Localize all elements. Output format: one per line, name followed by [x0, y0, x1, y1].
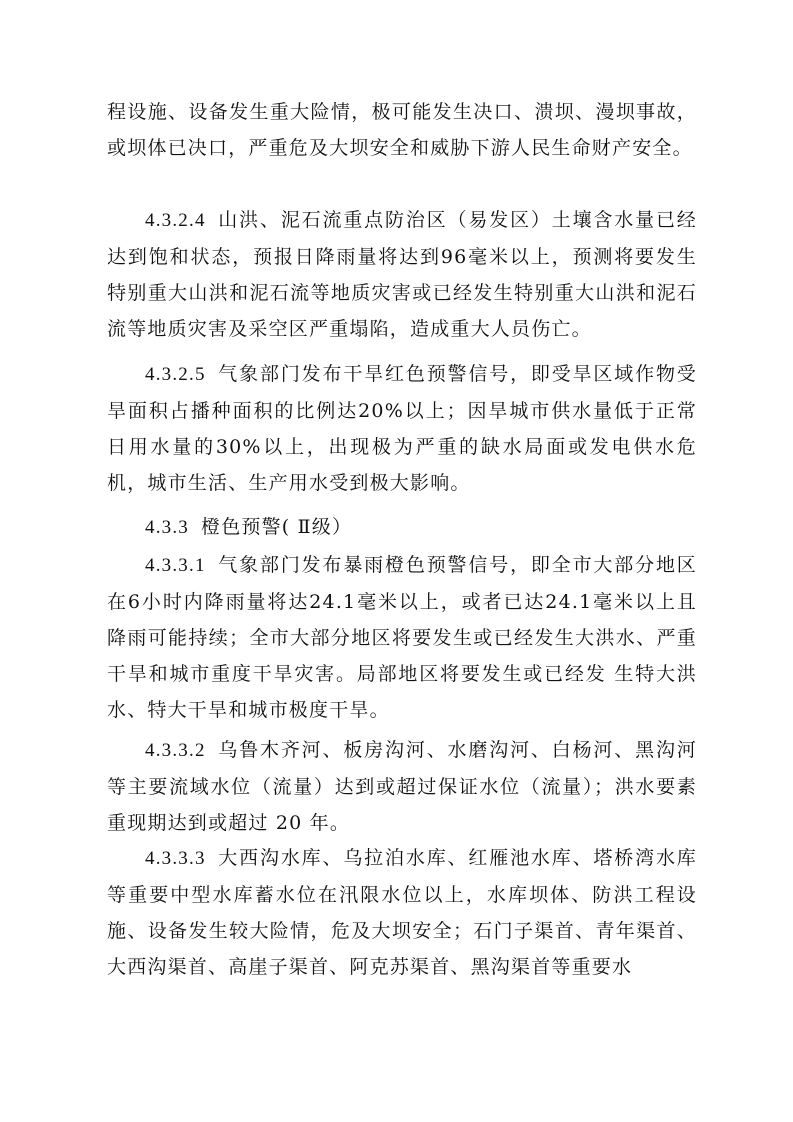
paragraph-text: 气象部门发布干旱红色预警信号，即受旱区域作物受旱面积占播种面积的比例达20%以上；因旱城市供水量低于正常日用水量的30%以上，出现极为严重的缺水局面或发电供水危机，城市生活、生产用水受到极大影响。	[107, 363, 697, 494]
paragraph-continued	[107, 94, 697, 166]
paragraph-4-3-2-5	[107, 356, 697, 501]
paragraph-text: 山洪、泥石流重点防治区（易发区）土壤含水量已经达到饱和状态，预报日降雨量将达到96毫米以上，预测将要发生特别重大山洪和泥石流等地质灾害或已经发生特别重大山洪和泥石流等地质灾害及采空区严重塌陷，造成重大人员伤亡。	[107, 209, 697, 340]
paragraph-4-3-3-1	[107, 547, 697, 728]
section-number: 4.3.3.2	[145, 740, 206, 761]
section-number: 4.3.3	[145, 517, 189, 538]
paragraph-4-3-2-4	[107, 202, 697, 347]
section-number: 4.3.2.5	[145, 364, 206, 385]
paragraph-4-3-3-3	[107, 840, 697, 985]
section-number: 4.3.3.3	[145, 848, 206, 869]
paragraph-text: 乌鲁木齐河、板房沟河、水磨沟河、白杨河、黑沟河等主要流域水位（流量）达到或超过保证水位（流量）；洪水要素重现期达到或超过 20 年。	[107, 739, 697, 834]
paragraph-text: 大西沟水库、乌拉泊水库、红雁池水库、塔桥湾水库等重要中型水库蓄水位在汛限水位以上，水库坝体、防洪工程设施、设备发生较大险情，危及大坝安全；石门子渠首、青年渠首、大西沟渠首、高崖子渠首、阿克苏渠首、黑沟渠首等重要水	[107, 847, 697, 978]
section-heading-4-3-3	[145, 509, 352, 546]
paragraph-4-3-3-2	[107, 732, 697, 841]
paragraph-text: 气象部门发布暴雨橙色预警信号，即全市大部分地区在6小时内降雨量将达24.1毫米以上，或者已达24.1毫米以上且降雨可能持续；全市大部分地区将要发生或已经发生大洪水、严重干旱和城市重度干旱灾害。局部地区将要发生或已经发 生特大洪水、特大干旱和城市极度干旱。	[107, 554, 697, 721]
paragraph-text: 程设施、设备发生重大险情，极可能发生决口、溃坝、漫坝事故，或坝体已决口，严重危及大坝安全和威胁下游人民生命财产安全。	[107, 101, 697, 159]
section-number: 4.3.3.1	[145, 555, 206, 576]
section-title: 橙色预警( Ⅱ级）	[201, 516, 353, 538]
section-number: 4.3.2.4	[145, 210, 206, 231]
